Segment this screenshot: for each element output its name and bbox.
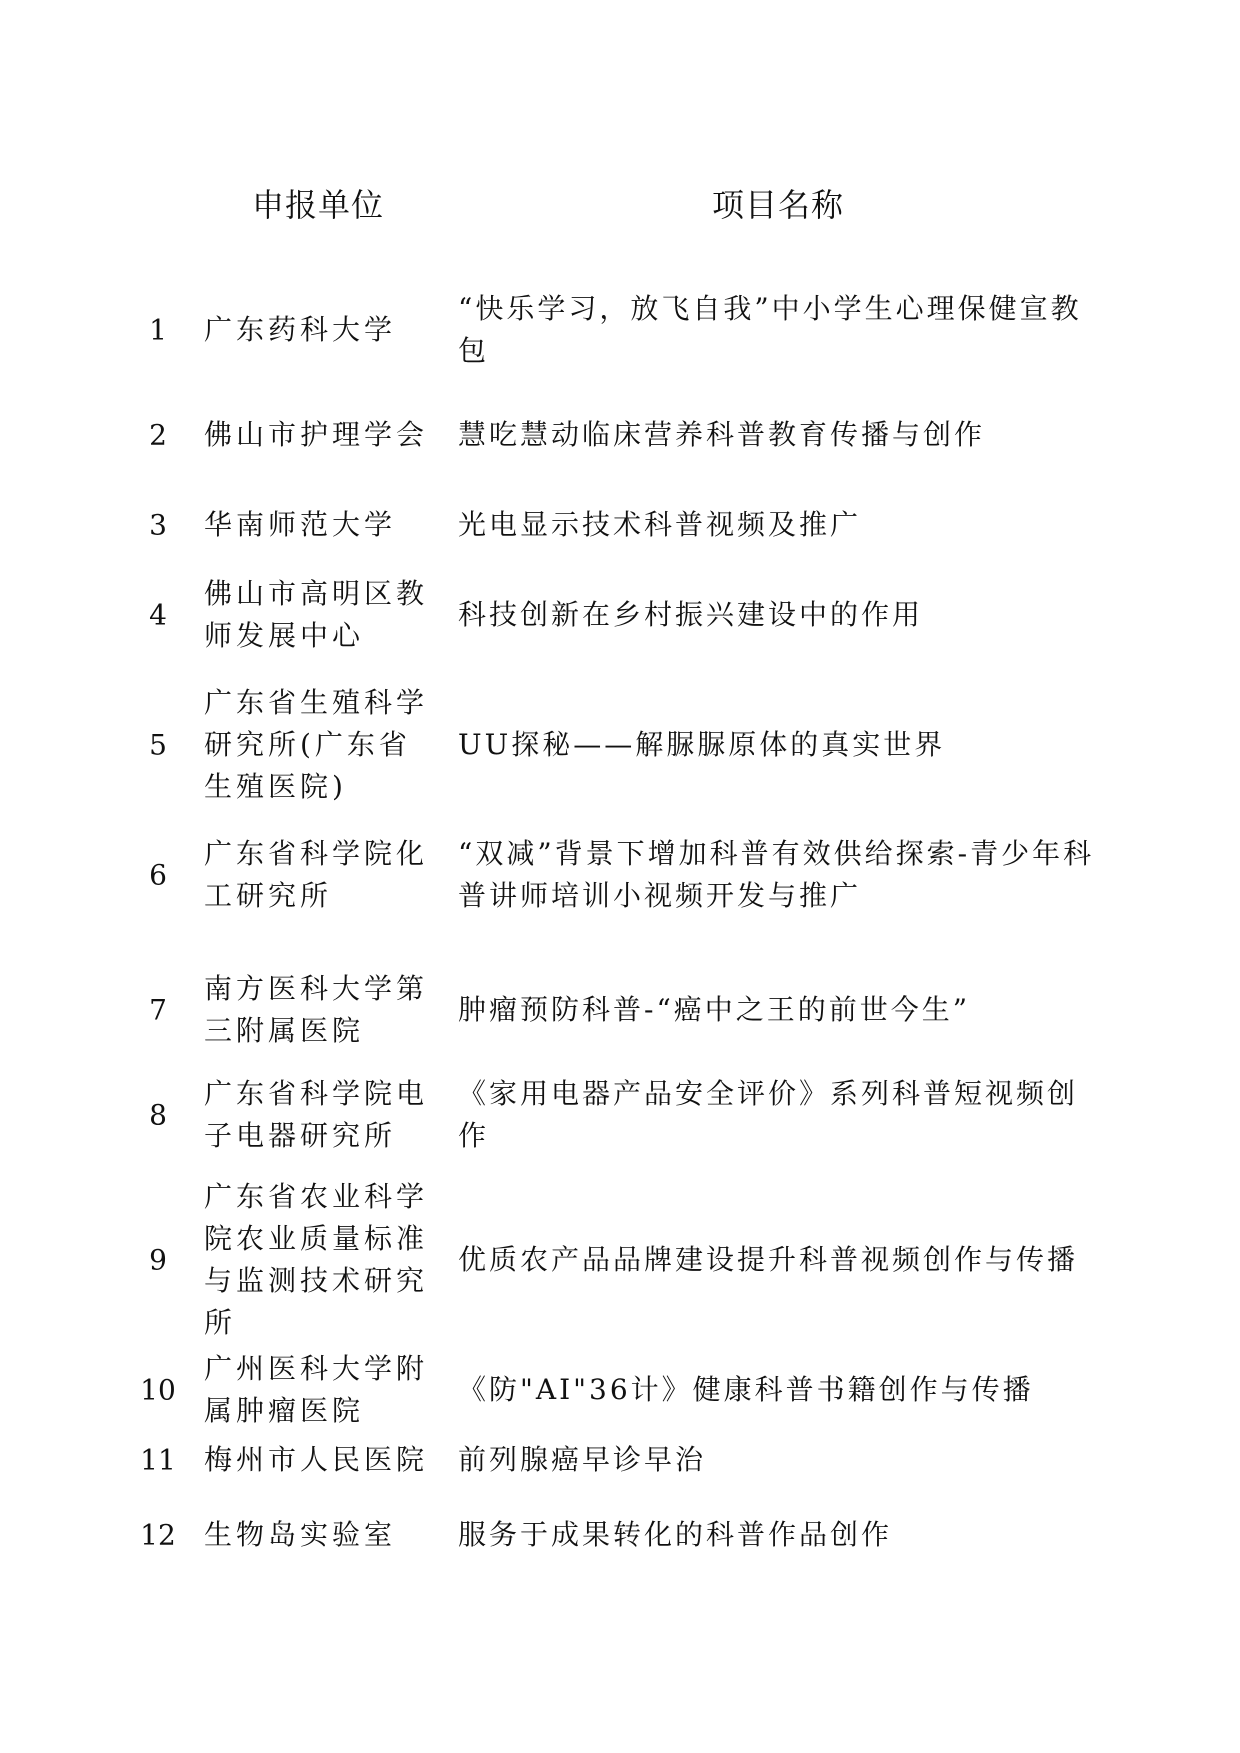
table-row	[0, 825, 1240, 925]
row-unit: 广东省科学院化工研究所	[204, 837, 429, 912]
row-number: 12	[140, 1518, 176, 1552]
row-unit: 生物岛实验室	[204, 1518, 397, 1551]
row-project: 优质农产品品牌建设提升科普视频创作与传播	[458, 1243, 1079, 1276]
row-project: 科技创新在乡村振兴建设中的作用	[458, 598, 924, 631]
row-number: 10	[140, 1373, 176, 1407]
header-unit: 申报单位	[252, 186, 385, 224]
row-unit: 广东省生殖科学研究所(广东省生殖医院)	[204, 686, 429, 803]
row-unit: 广东药科大学	[204, 313, 397, 346]
row-unit: 广东省科学院电子电器研究所	[204, 1077, 429, 1152]
row-project: 光电显示技术科普视频及推广	[458, 508, 862, 541]
table-row	[0, 1170, 1240, 1350]
row-unit: 华南师范大学	[204, 508, 397, 541]
row-unit: 南方医科大学第三附属医院	[204, 972, 429, 1047]
row-project: “双减”背景下增加科普有效供给探索-青少年科普讲师培训小视频开发与推广	[458, 837, 1095, 912]
row-unit: 梅州市人民医院	[204, 1443, 429, 1476]
table-row	[0, 1065, 1240, 1165]
row-number: 1	[149, 313, 167, 347]
row-number: 7	[149, 993, 167, 1027]
table-row	[0, 1430, 1240, 1490]
row-unit: 佛山市高明区教师发展中心	[204, 577, 429, 652]
row-number: 3	[149, 508, 167, 542]
row-number: 2	[149, 418, 167, 452]
row-project: “快乐学习，放飞自我”中小学生心理保健宣教包	[458, 292, 1082, 367]
table-row	[0, 660, 1240, 830]
row-unit: 佛山市护理学会	[204, 418, 429, 451]
table-row	[0, 495, 1240, 555]
row-project: 服务于成果转化的科普作品创作	[458, 1518, 893, 1551]
row-number: 5	[149, 728, 167, 762]
row-unit: 广州医科大学附属肿瘤医院	[204, 1352, 429, 1427]
row-project: 肿瘤预防科普-“癌中之王的前世今生”	[458, 993, 971, 1026]
row-project: 《家用电器产品安全评价》系列科普短视频创作	[458, 1077, 1079, 1152]
table-row	[0, 275, 1240, 385]
row-project: 慧吃慧动临床营养科普教育传播与创作	[458, 418, 986, 451]
row-project: UU探秘——解脲脲原体的真实世界	[458, 728, 946, 761]
row-unit: 广东省农业科学院农业质量标准与监测技术研究所	[204, 1180, 429, 1339]
row-number: 6	[149, 858, 167, 892]
table-row	[0, 1345, 1240, 1435]
row-number: 9	[149, 1243, 167, 1277]
table-row	[0, 960, 1240, 1060]
row-number: 11	[140, 1443, 176, 1477]
table-row	[0, 1505, 1240, 1565]
header-project: 项目名称	[712, 186, 845, 224]
row-number: 4	[149, 598, 167, 632]
row-project: 前列腺癌早诊早治	[458, 1443, 707, 1476]
table-row	[0, 405, 1240, 465]
table-row	[0, 570, 1240, 660]
row-number: 8	[149, 1098, 167, 1132]
row-project: 《防"AI"36计》健康科普书籍创作与传播	[458, 1373, 1034, 1406]
